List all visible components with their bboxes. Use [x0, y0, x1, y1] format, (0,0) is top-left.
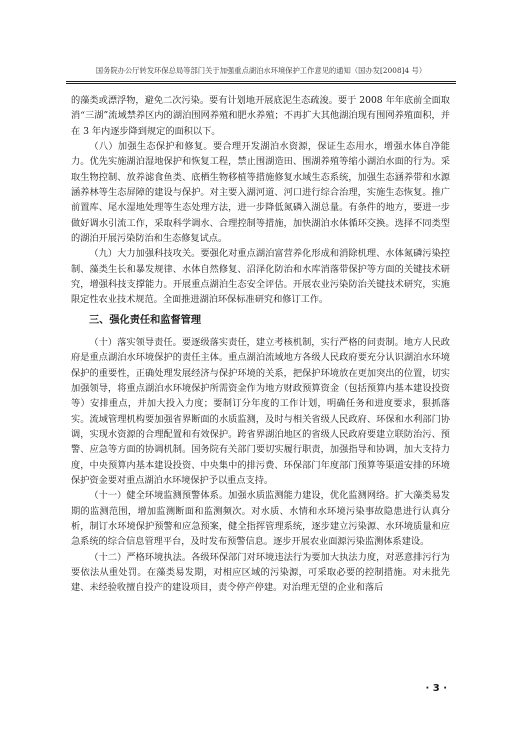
paragraph-continued: 的藻类或漂浮物，避免二次污染。要有计划地开展底泥生态疏浚。要于 2008 年年底前全面取消“三湖”流域禁养区内的湖泊围网养殖和肥水养殖；不再扩大其他湖泊现有围网养殖面积，并在 3 年内逐步降到规定的面积以下。 — [71, 95, 450, 137]
header-rule — [66, 81, 456, 84]
document-body — [71, 93, 450, 596]
paragraph-item-8: （八）加强生态保护和修复。要合理开发湖泊水资源，保证生态用水，增强水体自净能力。优先实施湖泊湿地保护和恢复工程，禁止围湖造田、围湖养殖等缩小湖泊水面的行为。采取生物控制、放养滤食鱼类、底栖生物移植等措施修复水域生态系统，加强生态涵养带和水源涵养林等生态屏障的建设与保护。对主要入湖河道、河口进行综合治理，实施生态恢复。推广前置库、尾水湿地处理等生态处理方法，进一步降低氮磷入湖总量。有条件的地方，要进一步做好调水引流工作，采取科学调水、合理控制等措施，加快湖泊水体循环交换。选择不同类型的湖泊开展污染防治和生态修复试点。 — [71, 141, 450, 245]
section-heading: 三、强化责任和监督管理 — [89, 314, 202, 326]
paragraph-item-9: （九）大力加强科技攻关。要强化对重点湖泊富营养化形成和消除机理、水体氮磷污染控制、藻类生长和暴发规律、水体自然修复、沼泽化防治和水库消落带保护等方面的关键技术研究，增强科技支撑能力。开展重点湖泊生态安全评估。开展农业污染防治关键技术研究，实施限定性农业技术规范。全面推进湖泊环保标准研究和修订工作。 — [71, 248, 450, 306]
paragraph-item-11: （十一）健全环境监测预警体系。加强水质监测能力建设，优化监测网络。扩大藻类易发期的监测范围，增加监测断面和监测频次。对水质、水情和水环境污染事故隐患进行认真分析，制订水环境保护预警和应急预案，健全指挥管理系统，逐步建立污染源、水环境质量和应急系统的综合信息管理平台，及时发布预警信息。逐步开展农业面源污染监测体系建设。 — [71, 490, 450, 548]
paragraph-item-12: （十二）严格环境执法。各级环保部门对环境违法行为要加大执法力度，对恶意排污行为要依法从重处罚。在藻类易发期，对相应区域的污染源，可采取必要的控制措施。对未批先建、未经验收擅自投产的建设项目，责令停产停建。对治理无望的企业和落后 — [71, 551, 450, 594]
running-header: 国务院办公厅转发环保总局等部门关于加强重点湖泊水环境保护工作意见的通知（国办发[2008]4 号） — [95, 66, 427, 75]
page-number: · 3 · — [425, 683, 447, 694]
paragraph-item-10: （十）落实领导责任。要逐级落实责任，建立考核机制，实行严格的问责制。地方人民政府是重点湖泊水环境保护的责任主体。重点湖泊流域地方各级人民政府要充分认识湖泊水环境保护的重要性，正确处理发展经济与保护环境的关系，把保护环境放在更加突出的位置，切实加强领导，将重点湖泊水环境保护所需资金作为地方财政预算资金（包括预算内基本建设投资等）安排重点，并加大投入力度；要制订分年度的工作计划，明确任务和进度要求，狠抓落实。流域管理机构要加强省界断面的水质监测，及时与相关省级人民政府、环保和水利部门协调，实现水资源的合理配置和有效保护。跨省界湖泊地区的省级人民政府要建立联防治污、预警、应急等方面的协调机制。国务院有关部门要切实履行职责，加强指导和协调，加大支持力度，中央预算内基本建设投资、中央集中的排污费、环保部门年度部门预算等渠道安排的环境保护资金要对重点湖泊水环境保护予以重点支持。 — [71, 336, 450, 486]
